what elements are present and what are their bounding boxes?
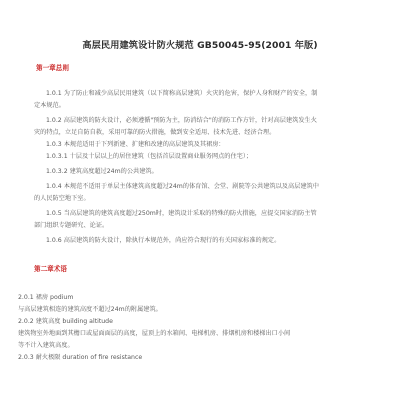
clause-1-0-3-1: 1.0.3.1 十层及十层以上的居住建筑（包括首层设置商业服务网点的住宅）； (46, 153, 253, 160)
term-2-0-1-definition: 与高层建筑相连的建筑高度不超过24m的附属建筑。 (18, 306, 162, 313)
clause-1-0-3-2: 1.0.3.2 建筑高度超过24m的公共建筑。 (46, 168, 158, 175)
clause-1-0-2-line-1: 1.0.2 高层建筑的防火设计，必须遵循"预防为主，防消结合"的消防工作方针，针对高层建筑发生火 (46, 117, 317, 124)
term-2-0-2-definition-line-2: 等不计入建筑高度。 (18, 342, 74, 349)
chapter-1-heading: 第一章总则 (36, 64, 69, 72)
term-2-0-2-definition-line-1: 建筑物室外地面到其檐口或屋面面层的高度，屋顶上的水箱间、电梯机房、排烟机房和楼梯出口小间 (18, 330, 291, 337)
chapter-1-body (34, 88, 378, 247)
chapter-2-heading: 第二章术语 (34, 265, 67, 273)
clause-1-0-5-line-2: 部门组织专题研究、论证。 (34, 222, 109, 229)
clause-1-0-1-line-1: 1.0.1 为了防止和减少高层民用建筑（以下简称高层建筑）火灾的危害，保护人身和财产的安全，制 (46, 90, 318, 97)
term-2-0-1-heading: 2.0.1 裙房 podium (18, 294, 74, 301)
clause-1-0-3: 1.0.3 本规范适用于下列新建、扩建和改建的高层建筑及其裙房： (46, 141, 225, 148)
clause-1-0-1-line-2: 定本规范。 (34, 102, 65, 109)
clause-1-0-5-line-1: 1.0.5 当高层建筑的建筑高度超过250m时，建筑设计采取的特殊的防火措施，应提交国家消防主管 (46, 210, 317, 217)
chapter-2-body (18, 292, 388, 364)
clause-1-0-4-line-1: 1.0.4 本规范不适用于单层主体建筑高度超过24m的体育馆、会堂、剧院等公共建筑以及高层建筑中 (46, 183, 319, 190)
clause-1-0-6: 1.0.6 高层建筑的防火设计，除执行本规范外，尚应符合现行的有关国家标准的规定。 (46, 237, 281, 244)
document-title: 高层民用建筑设计防火规范 GB50045-95(2001 年版) (82, 40, 318, 51)
term-2-0-3-heading: 2.0.3 耐火极限 duration of fire resistance (18, 354, 143, 361)
term-2-0-2-heading: 2.0.2 建筑高度 building altitude (18, 318, 113, 325)
clause-1-0-4-line-2: 的人民防空地下室。 (34, 195, 90, 202)
clause-1-0-2-line-2: 灾的特点，立足自防自救，采用可靠的防火措施，做到安全适用、技术先进、经济合理。 (34, 129, 276, 136)
